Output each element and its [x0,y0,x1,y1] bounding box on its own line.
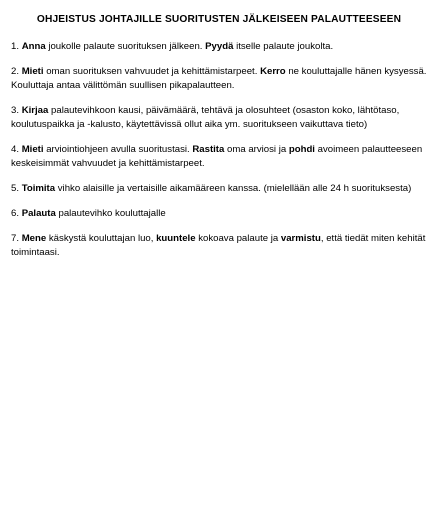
instruction-number: 6. [11,208,20,219]
instruction-keyword: Palauta [21,208,56,219]
instruction-keyword: Mene [21,233,47,244]
instruction-number: 4. [11,144,20,155]
instruction-keyword: Mieti [21,144,44,155]
instruction-text: palautevihko kouluttajalle [55,208,166,219]
instruction-text: oman suorituksen vahvuudet ja kehittämistarpeet. [43,66,261,77]
instruction-keyword: Anna [21,41,46,52]
instruction-keyword: Kirjaa [21,105,49,116]
instruction-number: 3. [11,105,20,116]
instruction-keyword: kuuntele [156,233,196,244]
instruction-keyword: Toimita [21,183,56,194]
instruction-keyword: Kerro [260,66,286,77]
instruction-text: avoimeen palautteeseen keskeisimmät vahvuudet ja kehittämistarpeet. [11,144,423,169]
instruction-text: käskystä kouluttajan luo, [46,233,157,244]
instruction-item [11,207,427,221]
instruction-item [11,40,427,54]
instruction-text: itselle palaute joukolta. [233,41,334,52]
instruction-text: , että tiedät miten kehität toimintaasi. [11,233,426,258]
instruction-keyword: varmistu [280,233,321,244]
instruction-text: joukolle palaute suorituksen jälkeen. [45,41,206,52]
instruction-item [11,104,427,132]
instruction-keyword: Mieti [21,66,44,77]
instruction-text: kokoava palaute ja [195,233,281,244]
instruction-text: palautevihkoon kausi, päivämäärä, tehtävä ja olosuhteet (osaston koko, lähtötaso, koulutuspaikka ja -kalusto, käytettävissä ollut aika ym. suoritukseen vaikuttava tieto) [11,105,400,130]
instruction-number: 5. [11,183,20,194]
instruction-item [11,65,427,93]
instruction-keyword: Rastita [192,144,225,155]
instruction-text: vihko alaisille ja vertaisille aikamääreen kanssa. (mielellään alle 24 h suorituksesta) [55,183,412,194]
instruction-item [11,143,427,171]
instruction-item [11,232,427,260]
instruction-number: 1. [11,41,20,52]
instruction-text: oma arviosi ja [224,144,289,155]
instruction-number: 2. [11,66,20,77]
document-title: OHJEISTUS JOHTAJILLE SUORITUSTEN JÄLKEISEEN PALAUTTEESEEN [36,14,402,25]
instruction-keyword: pohdi [288,144,315,155]
instruction-keyword: Pyydä [205,41,234,52]
instruction-number: 7. [11,233,20,244]
instruction-item [11,182,427,196]
instruction-list [11,40,427,260]
instruction-text: ne kouluttajalle hänen kysyessä. Kouluttaja antaa välittömän suullisen pikapalautteen. [11,66,427,91]
instruction-text: arviointiohjeen avulla suoritustasi. [43,144,193,155]
